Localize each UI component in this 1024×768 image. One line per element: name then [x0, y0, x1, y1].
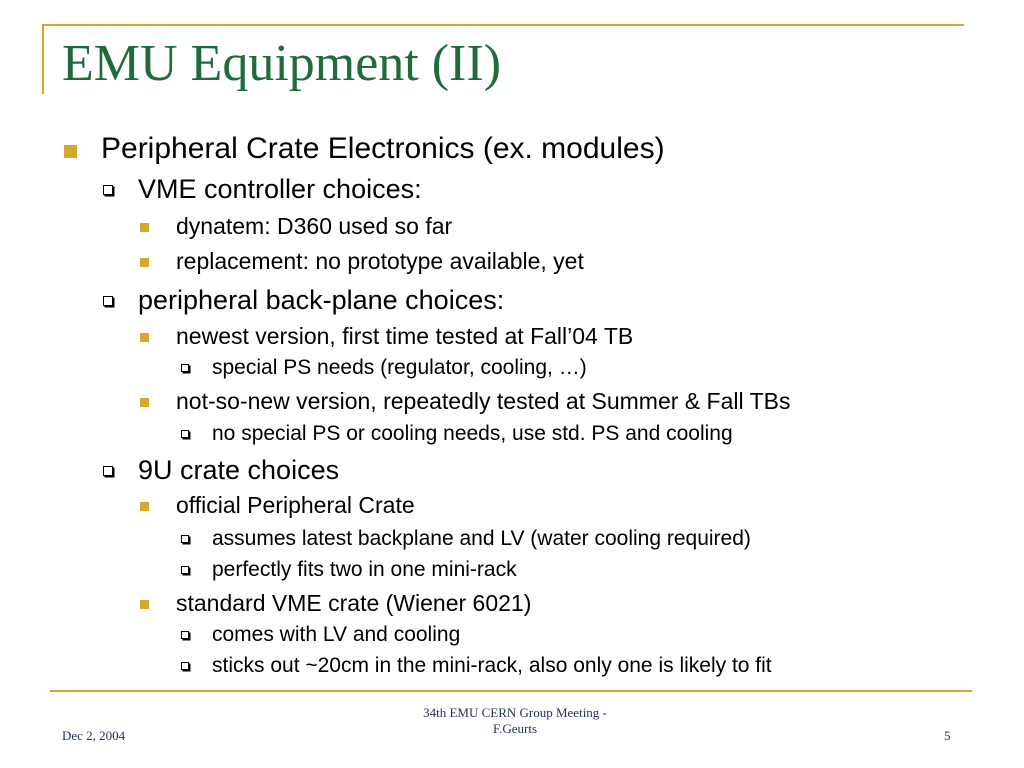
bullet-level3: official Peripheral Crate — [176, 492, 415, 518]
hollow-box-bullet-icon — [181, 662, 189, 670]
hollow-box-bullet-icon — [181, 364, 189, 372]
footer-meeting-line2: F.Geurts — [492, 721, 538, 737]
footer-meeting-line1: 34th EMU CERN Group Meeting - — [423, 705, 607, 720]
square-bullet-icon — [140, 398, 149, 407]
slide-title: EMU Equipment (II) — [62, 35, 502, 92]
hollow-box-bullet-icon — [181, 535, 189, 543]
hollow-box-bullet-icon — [181, 430, 189, 438]
bullet-level1: Peripheral Crate Electronics (ex. modules) — [101, 132, 665, 165]
footer-date: Dec 2, 2004 — [62, 728, 126, 743]
square-bullet-icon — [140, 502, 149, 511]
bullet-level4: sticks out ~20cm in the mini-rack, also only one is likely to fit — [212, 654, 772, 677]
square-bullet-icon — [64, 145, 77, 158]
bullet-level2: peripheral back-plane choices: — [138, 285, 505, 315]
hollow-box-bullet-icon — [103, 466, 113, 476]
hollow-box-bullet-icon — [103, 185, 113, 195]
hollow-box-bullet-icon — [103, 296, 113, 306]
hollow-box-bullet-icon — [181, 566, 189, 574]
footer-rule — [50, 690, 972, 692]
bullet-level3: replacement: no prototype available, yet — [176, 248, 584, 274]
bullet-level4: no special PS or cooling needs, use std. PS and cooling — [212, 422, 733, 445]
bullet-level3: newest version, first time tested at Fall’04 TB — [176, 323, 634, 349]
bullet-level4: comes with LV and cooling — [212, 623, 461, 646]
bullet-level4: special PS needs (regulator, cooling, …) — [212, 356, 587, 379]
footer-meeting — [380, 705, 650, 738]
square-bullet-icon — [140, 600, 149, 609]
square-bullet-icon — [140, 258, 149, 267]
square-bullet-icon — [140, 223, 149, 232]
bullet-level3: standard VME crate (Wiener 6021) — [176, 590, 532, 616]
bullet-level2: 9U crate choices — [138, 455, 340, 485]
hollow-box-bullet-icon — [181, 631, 189, 639]
bullet-level3: dynatem: D360 used so far — [176, 213, 453, 239]
bullet-level4: perfectly fits two in one mini-rack — [212, 558, 517, 581]
bullet-level4: assumes latest backplane and LV (water cooling required) — [212, 527, 751, 550]
bullet-level3: not-so-new version, repeatedly tested at Summer & Fall TBs — [176, 388, 791, 414]
square-bullet-icon — [140, 333, 149, 342]
bullet-level2: VME controller choices: — [138, 174, 422, 204]
page-number: 5 — [944, 728, 951, 743]
